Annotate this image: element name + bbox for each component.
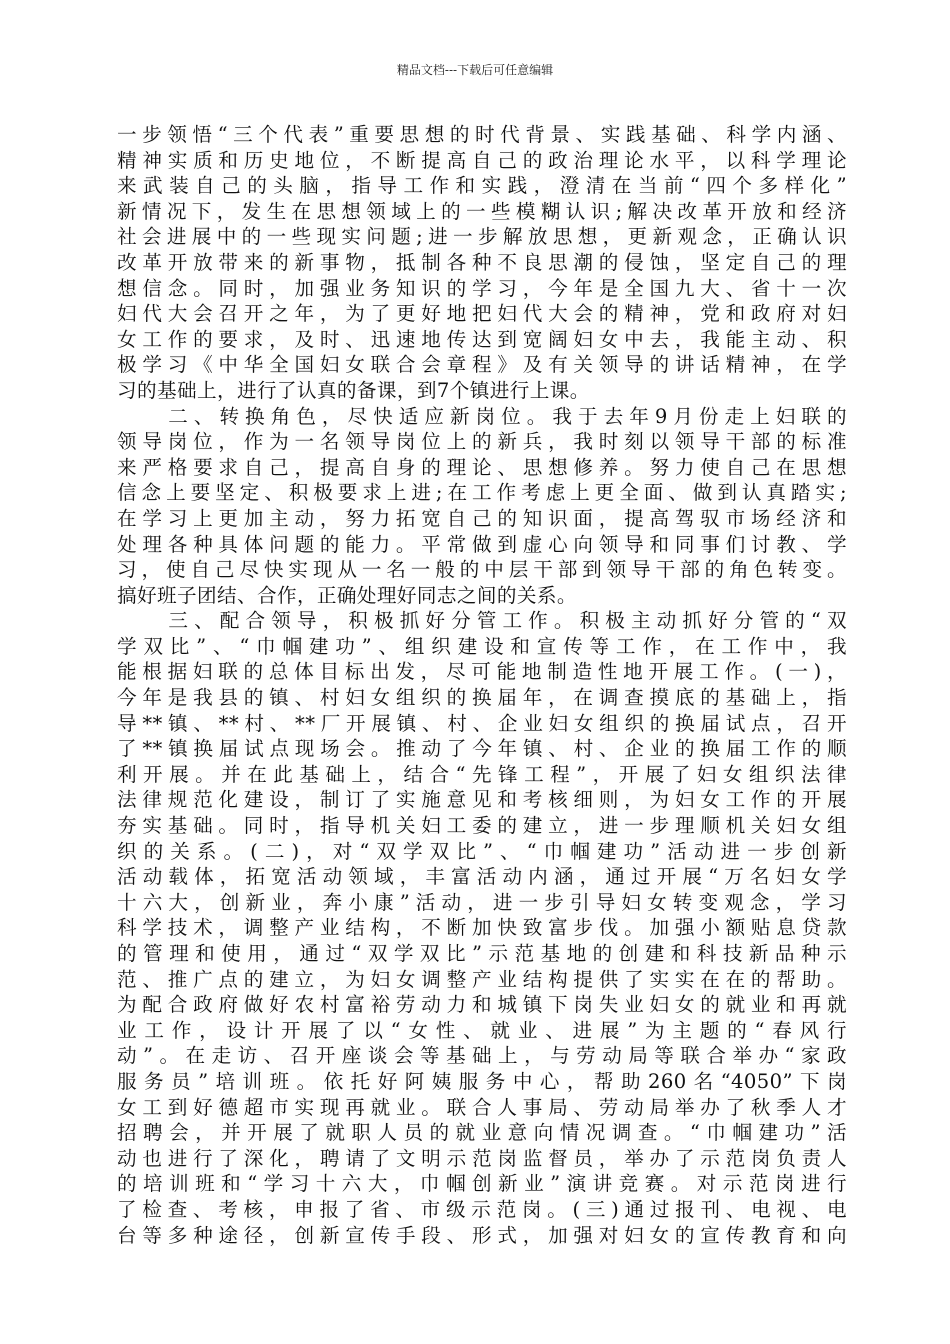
text-line: 搞好班子团结、合作，正确处理好同志之间的关系。 <box>117 583 577 607</box>
text-line: 信念上要坚定、积极要求上进;在工作考虑上更全面、做到认真踏实; <box>117 481 847 505</box>
text-line: 能根据妇联的总体目标出发，尽可能地制造性地开展工作。(一)， <box>117 660 847 684</box>
text-line: 改革开放带来的新事物，抵制各种不良思潮的侵蚀，坚定自己的理 <box>117 250 847 274</box>
text-line: 动也进行了深化，聘请了文明示范岗监督员，举办了示范岗负责人 <box>117 1146 847 1170</box>
text-line: 学双比”、“巾帼建功”、组织建设和宣传等工作，在工作中，我 <box>117 634 847 658</box>
text-line: 台等多种途径，创新宣传手段、形式，加强对妇女的宣传教育和向 <box>117 1223 847 1247</box>
text-line: 习的基础上，进行了认真的备课，到7个镇进行上课。 <box>117 378 590 402</box>
text-line: 女工作的要求，及时、迅速地传达到宽阔妇女中去，我能主动、积 <box>117 327 847 351</box>
text-line: 三、配合领导，积极抓好分管工作。积极主动抓好分管的“双 <box>117 609 847 633</box>
text-line: 范、推广点的建立，为妇女调整产业结构提供了实实在在的帮助。 <box>117 967 847 991</box>
text-line: 妇代大会召开之年，为了更好地把妇代大会的精神，党和政府对妇 <box>117 302 847 326</box>
text-line: 法律规范化建设，制订了实施意见和考核细则，为妇女工作的开展 <box>117 788 847 812</box>
page-header: 精品文档---下载后可任意编辑 <box>396 63 554 77</box>
text-line: 精神实质和历史地位，不断提高自己的政治理论水平，以科学理论 <box>117 148 847 172</box>
text-line: 处理各种具体问题的能力。平常做到虚心向领导和同事们讨教、学 <box>117 532 847 556</box>
text-line: 织的关系。(二)，对“双学双比”、“巾帼建功”活动进一步创新 <box>117 839 847 863</box>
text-line: 来武装自己的头脑，指导工作和实践，澄清在当前“四个多样化” <box>117 174 847 198</box>
text-line: 女工到好德超市实现再就业。联合人事局、劳动局举办了秋季人才 <box>117 1095 847 1119</box>
text-line: 导**镇、**村、**厂开展镇、村、企业妇女组织的换届试点，召开 <box>117 711 847 735</box>
text-line: 了**镇换届试点现场会。推动了今年镇、村、企业的换届工作的顺 <box>117 737 847 761</box>
text-line: 习，使自己尽快实现从一名一般的中层干部到领导干部的角色转变。 <box>117 558 847 582</box>
text-line: 夯实基础。同时，指导机关妇工委的建立，进一步理顺机关妇女组 <box>117 814 847 838</box>
text-line: 极学习《中华全国妇女联合会章程》及有关领导的讲话精神，在学 <box>117 353 847 377</box>
text-line: 十六大，创新业，奔小康”活动，进一步引导妇女转变观念，学习 <box>117 890 847 914</box>
document-body <box>117 122 847 1248</box>
text-line: 活动载体，拓宽活动领域，丰富活动内涵，通过开展“万名妇女学 <box>117 865 847 889</box>
text-line: 的管理和使用，通过“双学双比”示范基地的创建和科技新品种示 <box>117 942 847 965</box>
text-line: 了检查、考核，申报了省、市级示范岗。(三)通过报刊、电视、电 <box>117 1197 847 1221</box>
text-line: 为配合政府做好农村富裕劳动力和城镇下岗失业妇女的就业和再就 <box>117 993 847 1017</box>
text-line: 业工作，设计开展了以“女性、就业、进展”为主题的“春风行 <box>117 1018 847 1042</box>
text-line: 今年是我县的镇、村妇女组织的换届年，在调查摸底的基础上，指 <box>117 686 847 710</box>
text-line: 利开展。并在此基础上，结合“先锋工程”，开展了妇女组织法律 <box>117 762 847 786</box>
text-line: 科学技术，调整产业结构，不断加快致富步伐。加强小额贴息贷款 <box>117 916 847 940</box>
text-line: 领导岗位，作为一名领导岗位上的新兵，我时刻以领导干部的标准 <box>117 430 847 454</box>
text-line: 招聘会，并开展了就职人员的就业意向情况调查。“巾帼建功”活 <box>117 1121 847 1145</box>
text-line: 一步领悟“三个代表”重要思想的时代背景、实践基础、科学内涵、 <box>117 123 847 146</box>
text-line: 来严格要求自己，提高自身的理论、思想修养。努力使自己在思想 <box>117 455 847 479</box>
text-line: 在学习上更加主动，努力拓宽自己的知识面，提高驾驭市场经济和 <box>117 506 847 530</box>
text-line: 二、转换角色，尽快适应新岗位。我于去年9月份走上妇联的 <box>117 404 847 428</box>
text-line: 动”。在走访、召开座谈会等基础上，与劳动局等联合举办“家政 <box>117 1044 847 1068</box>
text-line: 的培训班和“学习十六大，巾帼创新业”演讲竞赛。对示范岗进行 <box>117 1172 847 1196</box>
text-line: 想信念。同时，加强业务知识的学习，今年是全国九大、省十一次 <box>117 276 847 300</box>
text-line: 社会进展中的一些现实问题;进一步解放思想，更新观念，正确认识 <box>117 225 847 249</box>
text-line: 服务员”培训班。依托好阿姨服务中心，帮助260名“4050”下岗 <box>117 1069 847 1093</box>
text-line: 新情况下，发生在思想领域上的一些模糊认识;解决改革开放和经济 <box>117 199 847 223</box>
